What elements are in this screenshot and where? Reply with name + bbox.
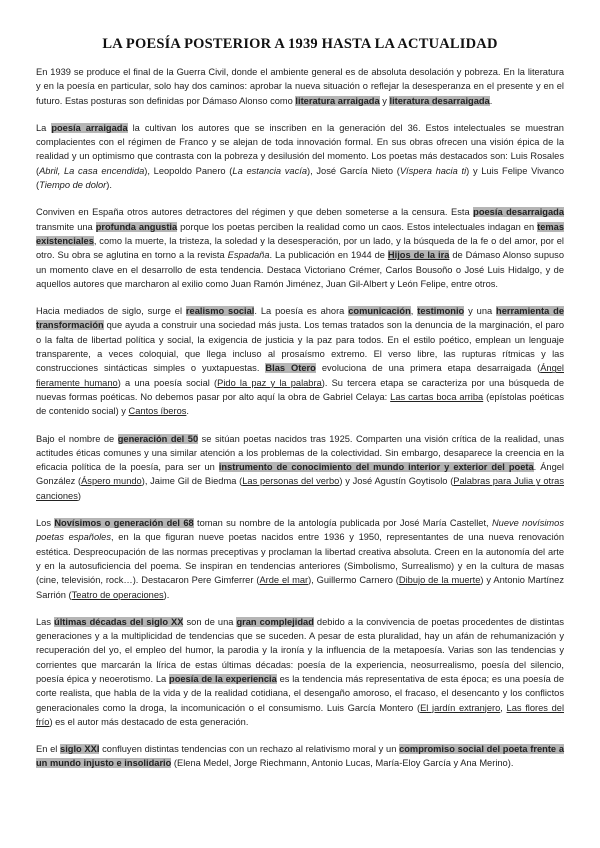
text-run: . <box>186 406 189 417</box>
paragraph-poesia-arraigada <box>36 121 564 192</box>
document-title: LA POESÍA POSTERIOR A 1939 HASTA LA ACTUALIDAD <box>102 36 498 52</box>
text-run: evoluciona de una primera etapa desarraigada ( <box>315 363 541 374</box>
text-run: ). <box>163 589 170 600</box>
highlighted-term: últimas décadas del siglo XX <box>54 616 184 627</box>
text-run: ), Jaime Gil de Biedma ( <box>141 476 243 487</box>
text-run: toman su nombre de la antología publicada por José María Castellet, <box>193 518 492 529</box>
paragraph-realismo-social <box>36 304 564 418</box>
text-run: La <box>36 122 52 133</box>
italic-title: Tiempo de dolor <box>39 180 107 191</box>
highlighted-term: siglo XXI <box>60 744 100 755</box>
work-title: Pido la paz y la palabra <box>217 377 322 388</box>
work-title: Áspero mundo <box>81 476 142 487</box>
text-run: . La poesía es ahora <box>254 306 349 317</box>
highlighted-term: literatura desarraigada <box>389 95 490 106</box>
highlighted-term: Novísimos o generación del 68 <box>54 518 194 529</box>
text-run: Las <box>36 616 55 627</box>
text-run: de Dámaso Alonso supuso un momento clave en el desarrollo de esta tendencia. Destaca Victoriano Crémer, Carlos Bousoño o José Luis Hidalgo, y de aquellos autores que marcharon al exilio como Juan Ramón Jiménez, Juan Gil-Albert y León Felipe, entre otros. <box>36 250 565 289</box>
highlighted-term: testimonio <box>417 306 465 317</box>
paragraph-siglo-xxi <box>36 742 564 771</box>
text-run: ) y Antonio Martínez Sarrión ( <box>36 575 564 600</box>
highlighted-term: literatura arraigada <box>295 95 380 106</box>
highlighted-term: instrumento de conocimiento del mundo interior y exterior del poeta <box>218 462 534 473</box>
text-run: , <box>410 306 418 317</box>
text-run: ). Su tercera etapa se caracteriza por una búsqueda de nuevas formas poéticas. No debemos pasar por alto aquí la obra de Gabriel Celaya: <box>36 377 564 402</box>
text-run: , en la que figuran nueve poetas nacidos entre 1936 y 1950, representantes de una nueva renovación estética. Despreocupación de las normas preceptivas y proclaman la libertad creativa absoluta. Creen en la autonomía del arte y en la autosuficiencia del poema. Se inspiran en tendencias anteriores (Simbolismo, Surrealismo) y en la cultura de masas (cine, televisión, rock…). Destacaron Pere Gimferrer ( <box>36 532 564 586</box>
document-body <box>36 65 564 771</box>
highlighted-term: realismo social <box>185 306 255 317</box>
text-run: ) es el autor más destacado de esta generación. <box>49 716 249 727</box>
paragraph-novisimos <box>36 516 564 602</box>
italic-title: Abril, La casa encendida <box>39 165 145 176</box>
text-run: Los <box>36 518 55 529</box>
text-run: (Elena Medel, Jorge Riechmann, Antonio Lucas, María-Eloy García y Ana Merino). <box>171 758 514 769</box>
text-run: Conviven en España otros autores detractores del régimen y que deben someterse a la censura. Esta <box>36 207 474 218</box>
text-run: es la tendencia más representativa de esta época; es una poesía de corte realista, que habla de la vida y de la realidad cotidiana, el desengaño amoroso, el fracaso, el desencanto y los conflictos generacionales como la droga, la incomunicación o el consumismo. Luis García Montero ( <box>36 673 564 713</box>
text-run: (epístolas poéticas de contenido social) y <box>36 391 564 417</box>
text-run: ) y José Agustín Goytisolo ( <box>339 476 454 487</box>
highlighted-term: gran complejidad <box>236 616 314 627</box>
highlighted-term: herramienta de transformación <box>36 306 564 331</box>
highlighted-term: poesía arraigada <box>51 122 128 133</box>
highlighted-term: compromiso social del poeta frente a un mundo injusto e insolidario <box>36 744 564 769</box>
text-run: porque los poetas perciben la realidad como un caos. Estos intelectuales indagan en <box>177 221 538 232</box>
italic-title: Nueve novísimos poetas españoles <box>36 518 564 543</box>
text-run: En el <box>36 744 61 755</box>
paragraph-generacion-50 <box>36 432 564 503</box>
text-run: ), Guillermo Carnero ( <box>308 575 399 586</box>
highlighted-term: poesía desarraigada <box>473 207 565 218</box>
highlighted-term: comunicación <box>348 306 411 317</box>
text-run: ) <box>77 490 81 501</box>
paragraph-1939-context <box>36 65 564 108</box>
text-run: , <box>500 702 507 713</box>
text-run: Bajo el nombre de <box>36 433 118 444</box>
work-title: Arde el mar <box>259 575 309 586</box>
highlighted-term: poesía de la experiencia <box>169 673 277 684</box>
paragraph-poesia-desarraigada <box>36 205 564 291</box>
text-run: la cultivan los autores que se inscriben en la generación del 36. Estos intelectuales se muestran complacientes con el régimen de Franco y se alejan de toda innovación formal. En sus obras ofrecen una visión épica de la realidad y un optimismo que contrasta con la pobreza y desilusión del momento. Los poetas más destacados son: Luis Rosales ( <box>36 122 564 176</box>
text-run: Hacia mediados de siglo, surge el <box>36 306 186 317</box>
highlighted-term: generación del 50 <box>117 433 199 444</box>
paragraph-ultimas-decadas <box>36 615 564 729</box>
text-run: , como la muerte, la tristeza, la soledad y la desesperación, por un lado, y la búsqueda de la fe o del amor, por el otro. Su obra se aglutina en torno a la revista <box>36 235 564 261</box>
highlighted-term: Hijos de la ira <box>387 250 450 261</box>
work-title: Teatro de operaciones <box>71 589 164 600</box>
text-run: ), José García Nieto ( <box>307 165 400 176</box>
text-run: En 1939 se produce el final de la Guerra Civil, donde el ambiente general es de absoluta desolación y pobreza. En la literatura y en la poesía en particular, solo hay dos caminos: aprobar la nueva situación o reflejar la desesperanza en el presente y en el futuro. Estas posturas son definidas por Dámaso Alonso como <box>36 67 564 106</box>
italic-title: Espadaña <box>227 250 270 261</box>
text-run: y <box>379 95 390 106</box>
text-run: transmite una <box>36 221 96 232</box>
text-run: ), Leopoldo Panero ( <box>144 165 233 176</box>
highlighted-term: temas existenciales <box>36 221 564 246</box>
text-run: . La publicación en 1944 de <box>269 250 388 261</box>
work-title: Palabras para Julia y otras canciones <box>36 476 564 501</box>
text-run: que ayuda a construir una sociedad más justa. Los temas tratados son la denuncia de la marginación, el paro o la falta de libertad política y social, la exigencia de justicia y la paz para todos. En el estilo poético, emplean un lenguaje transparente, a veces coloquial, que llega incluso al prosaísmo extremo. El verso libre, las rupturas rítmicas y las construcciones sintácticas simples o yuxtapuestas. <box>36 320 564 374</box>
work-title: Las flores del frío <box>36 702 565 727</box>
highlighted-term: Blas Otero <box>265 363 316 374</box>
text-run: . <box>489 95 493 106</box>
text-run: debido a la convivencia de poetas procedentes de distintas generaciones y a la multiplicidad de tendencias que se suceden. A pesar de esta pluralidad, hay un afán de rehumanización y recuperación del yo, el empleo del humor, la parodia y la ironía y la influencia de la metapoesía. Varias son las tendencias y corrientes que marcarán la lírica de estas últimas décadas: poesía de la experiencia, neosurrealismo, poesía del silencio, poesía épica y neoerotismo. La <box>36 616 564 684</box>
italic-title: Víspera hacia ti <box>399 165 467 176</box>
text-run: ) a una poesía social ( <box>117 377 218 388</box>
text-run: confluyen distintas tendencias con un rechazo al relativismo moral y un <box>99 744 400 755</box>
text-run: ) y Luis Felipe Vivanco ( <box>36 165 564 191</box>
text-run: y una <box>464 306 497 317</box>
highlighted-term: profunda angustia <box>95 221 178 232</box>
work-title: Ángel fieramente humano <box>36 363 564 388</box>
text-run: son de una <box>183 616 237 627</box>
italic-title: La estancia vacía <box>232 165 307 176</box>
text-run: ). <box>106 180 112 191</box>
work-title: Las personas del verbo <box>242 476 340 487</box>
work-title: Dibujo de la muerte <box>398 575 481 586</box>
work-title: El jardín extranjero <box>420 702 501 713</box>
work-title: Cantos íberos <box>128 406 187 417</box>
work-title: Las cartas boca arriba <box>390 391 484 402</box>
text-run: . Ángel González ( <box>36 462 564 487</box>
text-run: se sitúan poetas nacidos tras 1925. Comparten una visión crítica de la realidad, unas actitudes éticas comunes y una similar atención a los problemas de la colectividad. Sin embargo, desaparece la creencia en la eficacia política de la poesía, para ser un <box>36 433 564 473</box>
